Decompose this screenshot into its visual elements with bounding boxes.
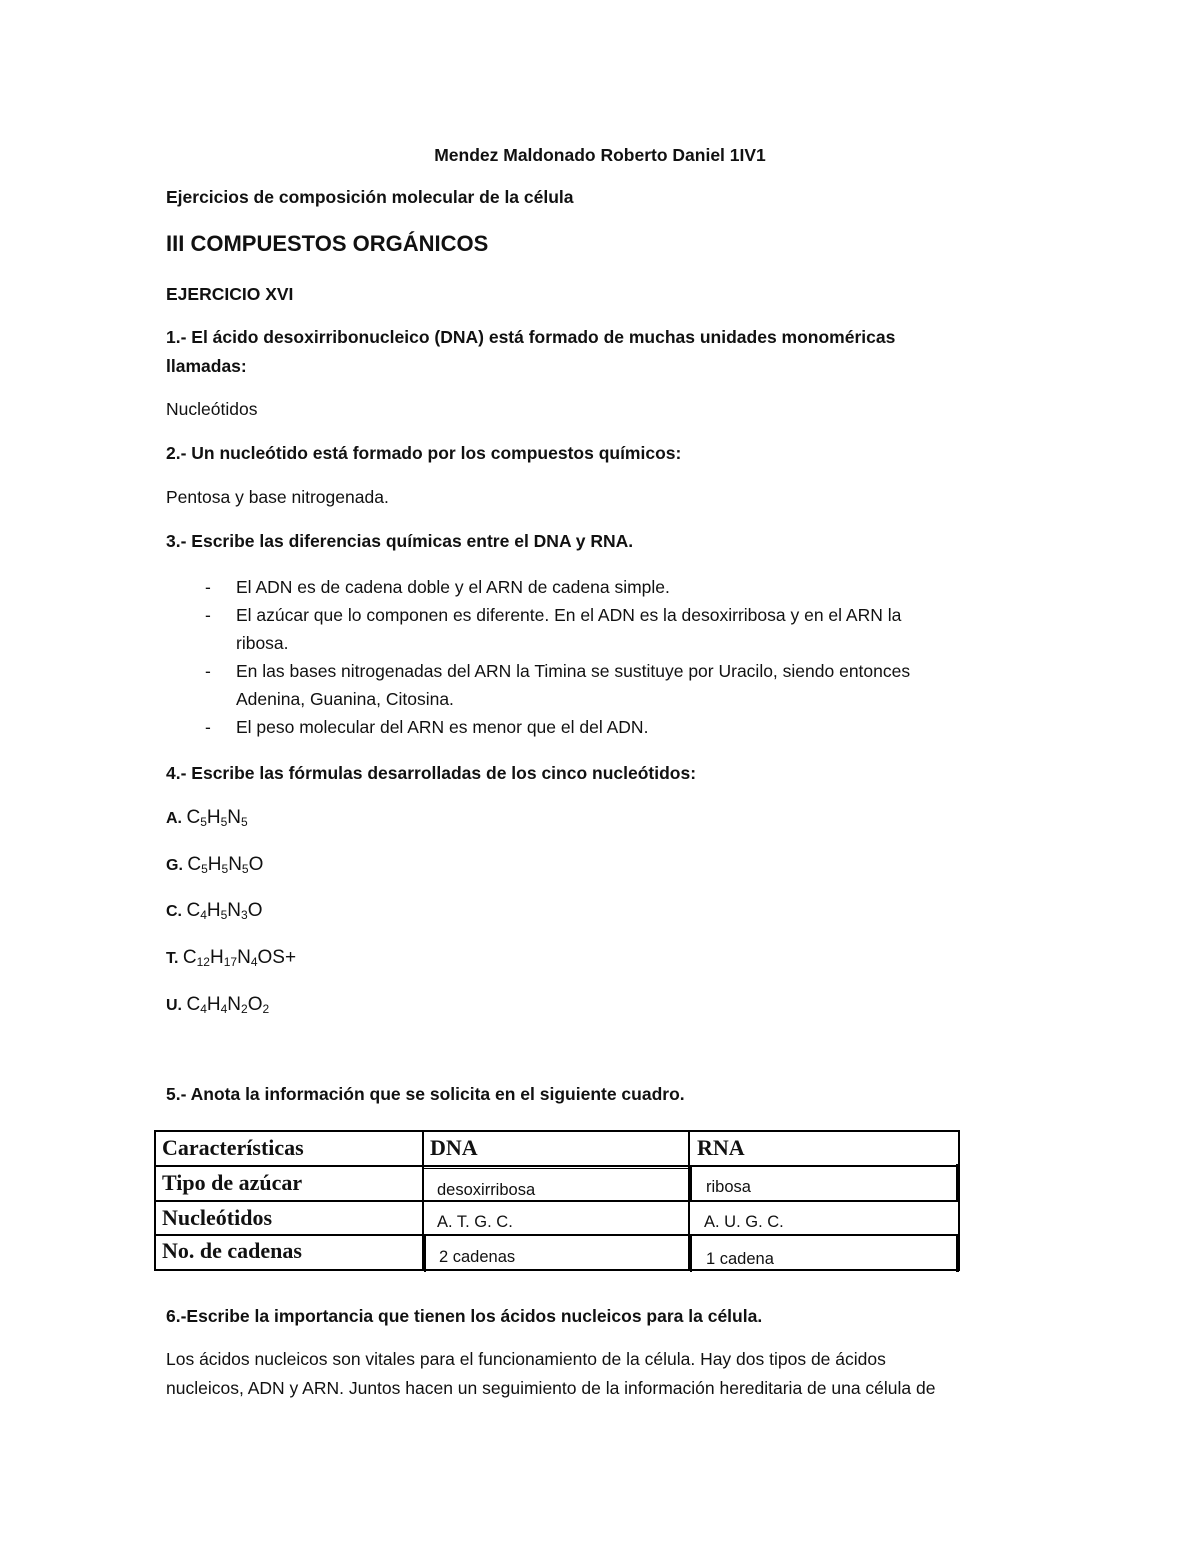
question-2: 2.- Un nucleótido está formado por los compuestos químicos: [166, 443, 682, 463]
formula-chem: $C_4H_4N_2O_2$ [186, 994, 270, 1016]
formula-adenine [166, 806, 248, 830]
question-1-line-1: 1.- El ácido desoxirribonucleico (DNA) está formado de muchas unidades monoméricas [166, 327, 896, 347]
formula-letter: T. [166, 950, 183, 967]
author-line: Mendez Maldonado Roberto Daniel 1IV1 [434, 145, 766, 165]
bullet-1-line-1: El ADN es de cadena doble y el ARN de cadena simple. [236, 577, 670, 597]
formula-letter: G. [166, 857, 188, 874]
bullet-dash: - [205, 717, 211, 737]
table-cell-dna: A. T. G. C. [437, 1213, 513, 1231]
question-5: 5.- Anota la información que se solicita en el siguiente cuadro. [166, 1084, 685, 1104]
question-3: 3.- Escribe las diferencias químicas entre el DNA y RNA. [166, 531, 634, 551]
table-row-label: Tipo de azúcar [162, 1170, 303, 1195]
document-subtitle: Ejercicios de composición molecular de la célula [166, 187, 574, 207]
bullet-2-line-1: El azúcar que lo componen es diferente. En el ADN es la desoxirribosa y en el ARN la [236, 605, 902, 625]
formula-chem: $C_4H_5N_3O$ [186, 900, 263, 922]
table-header-dna: DNA [430, 1135, 478, 1160]
answer-1: Nucleótidos [166, 399, 258, 419]
question-4: 4.- Escribe las fórmulas desarrolladas de los cinco nucleótidos: [166, 763, 697, 783]
table-cell-rna: 1 cadena [706, 1250, 774, 1268]
table-cell-dna: desoxirribosa [437, 1181, 536, 1199]
exercise-title: EJERCICIO XVI [166, 284, 294, 304]
formula-letter: C. [166, 903, 187, 920]
formula-chem: $C_{12}H_{17}N_4OS+$ [182, 947, 297, 969]
formula-guanine [166, 853, 263, 877]
table-cell-dna: 2 cadenas [439, 1248, 516, 1266]
table-cell-rna: ribosa [706, 1178, 751, 1196]
section-title: III COMPUESTOS ORGÁNICOS [166, 231, 489, 256]
table-row-label: No. de cadenas [162, 1238, 302, 1263]
bullet-dash: - [205, 577, 211, 597]
formula-thymine [166, 946, 296, 970]
table-header-characteristics: Características [162, 1135, 304, 1160]
question-1-line-2: llamadas: [166, 356, 247, 376]
bullet-dash: - [205, 661, 211, 681]
bullet-4-line-1: El peso molecular del ARN es menor que el del ADN. [236, 717, 649, 737]
answer-6-line-2: nucleicos, ADN y ARN. Juntos hacen un seguimiento de la información hereditaria de una célula de [166, 1378, 936, 1398]
formula-letter: U. [166, 997, 187, 1014]
table-cell-rna: A. U. G. C. [704, 1213, 784, 1231]
formula-cytosine [166, 899, 263, 923]
formula-chem: $C_5H_5N_5O$ [187, 854, 264, 876]
bullet-3-line-1: En las bases nitrogenadas del ARN la Timina se sustituye por Uracilo, siendo entonces [236, 661, 911, 681]
table-row-label: Nucleótidos [162, 1205, 272, 1230]
table-header-rna: RNA [697, 1135, 745, 1160]
formula-uracil [166, 993, 269, 1017]
bullet-2-line-2: ribosa. [236, 633, 289, 653]
answer-6-line-1: Los ácidos nucleicos son vitales para el funcionamiento de la célula. Hay dos tipos de ácidos [166, 1349, 886, 1369]
formula-letter: A. [166, 810, 187, 827]
question-6: 6.-Escribe la importancia que tienen los ácidos nucleicos para la célula. [166, 1306, 763, 1326]
formula-chem: $C_5H_5N_5$ [186, 807, 248, 829]
answer-2: Pentosa y base nitrogenada. [166, 487, 389, 507]
bullet-3-line-2: Adenina, Guanina, Citosina. [236, 689, 454, 709]
bullet-dash: - [205, 605, 211, 625]
